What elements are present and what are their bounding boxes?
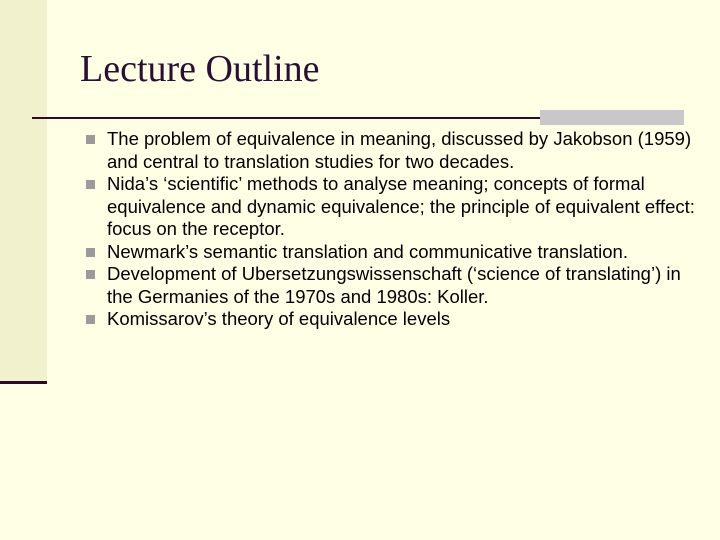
bullet-item — [85, 128, 695, 173]
slide-title: Lecture Outline — [80, 48, 320, 90]
square-bullet-icon — [86, 315, 95, 324]
left-decorative-bar — [0, 0, 47, 384]
bullet-text: Nida’s ‘scientific’ methods to analyse meaning; concepts of formal equivalence and dynamic equivalence; the principle of equivalent effect: focus on the receptor. — [107, 173, 695, 239]
square-bullet-icon — [86, 270, 95, 279]
bullet-text: Komissarov’s theory of equivalence levels — [107, 308, 451, 329]
bullet-text: Newmark’s semantic translation and communicative translation. — [107, 240, 628, 262]
square-bullet-icon — [86, 180, 95, 189]
bullet-item — [85, 308, 695, 331]
bullet-item — [85, 241, 695, 264]
title-divider-line — [32, 117, 540, 119]
bullet-text: The problem of equivalence in meaning, discussed by Jakobson (1959) and central to translation studies for two decades. — [107, 128, 692, 172]
bullet-item — [85, 263, 695, 308]
bullet-list — [85, 128, 695, 331]
left-bar-underline — [0, 381, 47, 384]
square-bullet-icon — [86, 135, 95, 144]
bullet-text: Development of Ubersetzungswissenschaft (‘science of translating’) in the Germanies of the 1970s and 1980s: Koller. — [107, 263, 681, 307]
title-accent-block — [540, 110, 684, 125]
bullet-item — [85, 173, 695, 241]
square-bullet-icon — [86, 248, 95, 257]
